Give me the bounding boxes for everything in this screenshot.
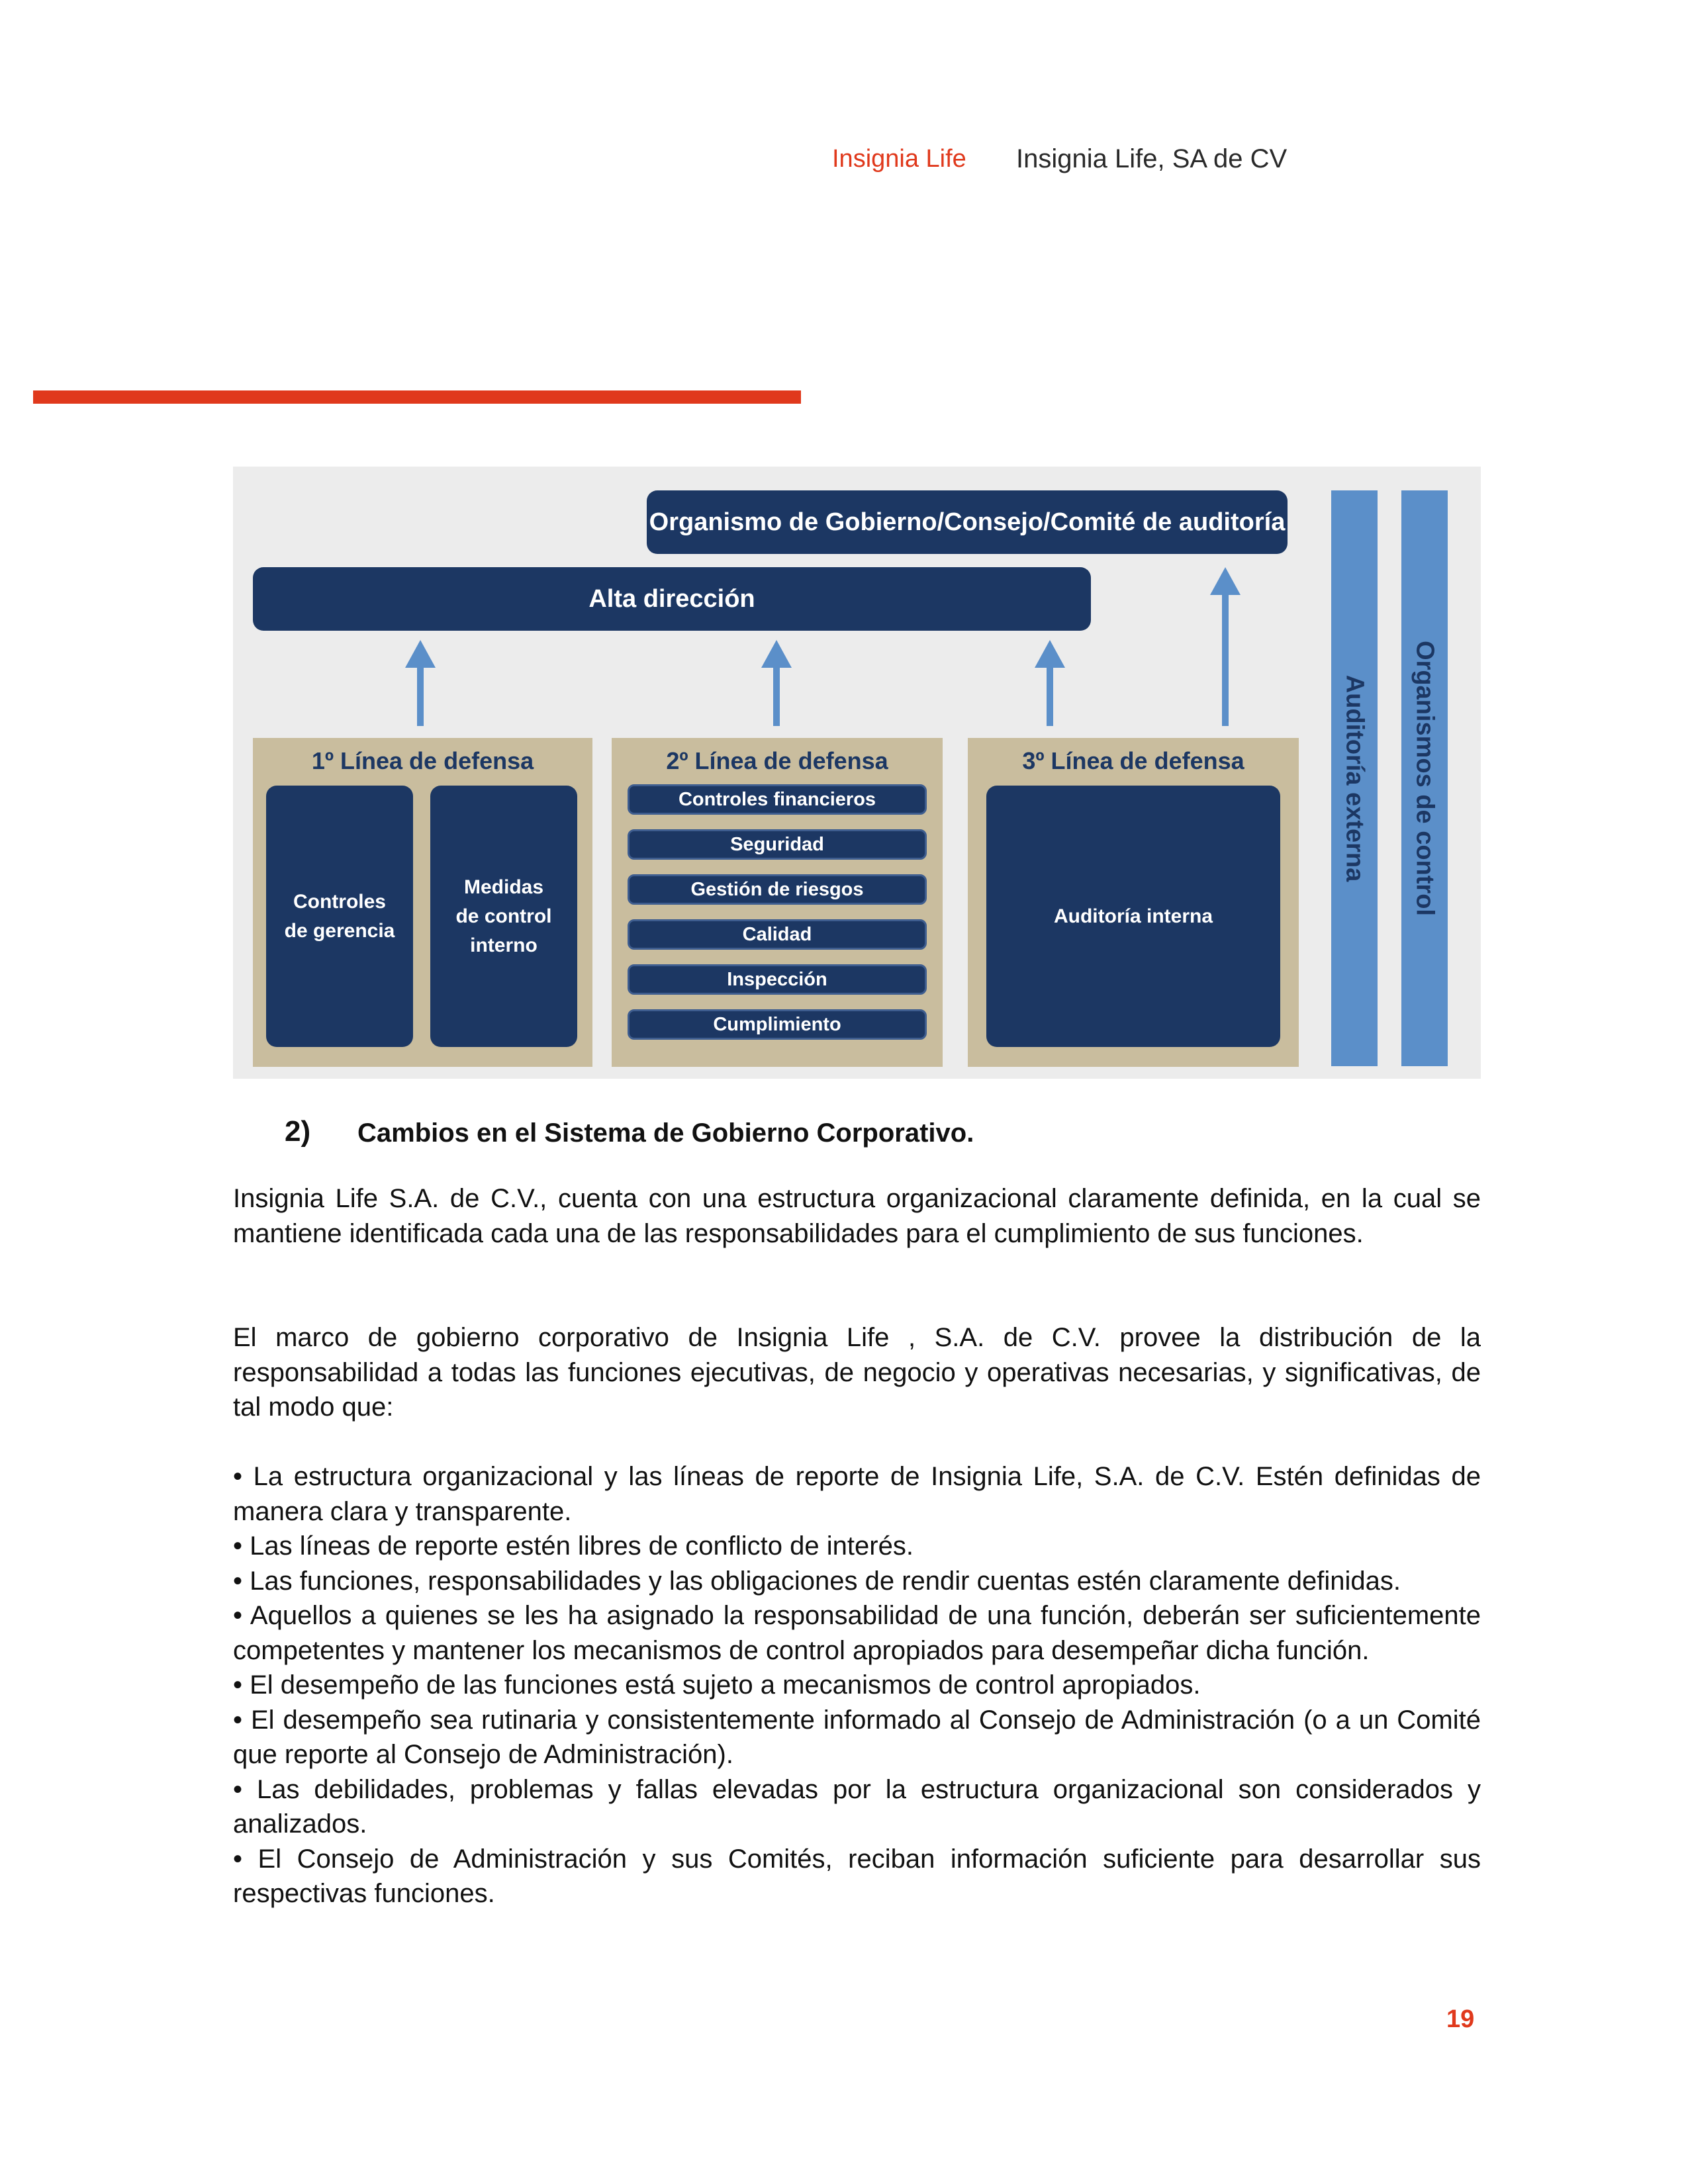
external-audit-label: Auditoría externa <box>1340 674 1369 882</box>
page-number: 19 <box>1446 2005 1475 2033</box>
second-line-item: Controles financieros <box>628 784 927 815</box>
first-line-panel <box>253 738 592 1067</box>
company-name: Insignia Life, SA de CV <box>1016 144 1288 173</box>
three-lines-of-defense-diagram <box>233 467 1481 1079</box>
up-arrow-icon <box>1035 640 1065 726</box>
crescent-logo-icon <box>804 138 825 180</box>
control-bodies-bar <box>1401 490 1448 1066</box>
bullet-list <box>233 1459 1481 1911</box>
third-line-title: 3º Línea de defensa <box>1022 747 1244 774</box>
bullet-item: • Las debilidades, problemas y fallas elevadas por la estructura organizacional son considerados y analizados. <box>233 1774 1481 1839</box>
management-controls-box <box>266 786 413 1047</box>
logo-text: Insignia Life <box>832 145 966 173</box>
second-line-title: 2º Línea de defensa <box>666 747 888 774</box>
internal-audit-label: Auditoría interna <box>1053 905 1213 927</box>
second-line-item: Calidad <box>628 919 927 950</box>
up-arrow-icon <box>761 640 792 726</box>
internal-audit-box <box>986 786 1280 1047</box>
second-line-item: Gestión de riesgos <box>628 874 927 905</box>
bullet-item: • Aquellos a quienes se les ha asignado la responsabilidad de una función, deberán ser suficientemente competentes y mantener los mecanismos de control apropiados para desempeñar dicha función. <box>233 1601 1481 1665</box>
internal-control-box <box>430 786 577 1047</box>
bullet-item: • Las funciones, responsabilidades y las obligaciones de rendir cuentas estén claramente definidas. <box>233 1566 1401 1596</box>
up-arrow-icon <box>405 640 436 726</box>
up-arrow-icon <box>1210 567 1241 726</box>
control-bodies-label: Organismos de control <box>1411 641 1439 916</box>
third-line-panel <box>968 738 1299 1067</box>
section-number: 2) <box>285 1115 311 1148</box>
bullet-item: • Las líneas de reporte estén libres de conflicto de interés. <box>233 1531 914 1561</box>
crescent-icon <box>1477 2000 1508 2034</box>
second-line-item: Cumplimiento <box>628 1009 927 1040</box>
accent-divider <box>33 390 801 404</box>
external-audit-bar <box>1331 490 1378 1066</box>
second-line-item: Seguridad <box>628 829 927 860</box>
first-line-title: 1º Línea de defensa <box>311 747 534 774</box>
insignia-life-logo <box>798 132 996 185</box>
second-line-panel <box>612 738 943 1067</box>
bullet-item: • El desempeño de las funciones está sujeto a mecanismos de control apropiados. <box>233 1670 1201 1700</box>
bullet-item: • La estructura organizacional y las líneas de reporte de Insignia Life, S.A. de C.V. Estén definidas de manera clara y transparente. <box>233 1462 1481 1526</box>
bullet-item: • El Consejo de Administración y sus Comités, reciban información suficiente para desarrollar sus respectivas funciones. <box>233 1844 1481 1908</box>
paragraph: Insignia Life S.A. de C.V., cuenta con una estructura organizacional claramente definida, en la cual se mantiene identificada cada una de las responsabilidades para el cumplimiento de sus funciones. <box>233 1184 1481 1248</box>
bullet-item: • El desempeño sea rutinaria y consistentemente informado al Consejo de Administración (o a un Comité que reporte al Consejo de Administración). <box>233 1705 1481 1769</box>
paragraph: El marco de gobierno corporativo de Insignia Life , S.A. de C.V. provee la distribución de la responsabilidad a todas las funciones ejecutivas, de negocio y operativas necesarias, y significativas, de tal modo que: <box>233 1323 1481 1422</box>
section-title: Cambios en el Sistema de Gobierno Corporativo. <box>357 1118 974 1148</box>
governing-body-label: Organismo de Gobierno/Consejo/Comité de auditoría <box>649 508 1286 536</box>
senior-management-label: Alta dirección <box>588 584 755 613</box>
internal-control-label: Medidas de control interno <box>455 876 552 956</box>
management-controls-label: Controles de gerencia <box>284 890 395 942</box>
second-line-item: Inspección <box>628 964 927 995</box>
